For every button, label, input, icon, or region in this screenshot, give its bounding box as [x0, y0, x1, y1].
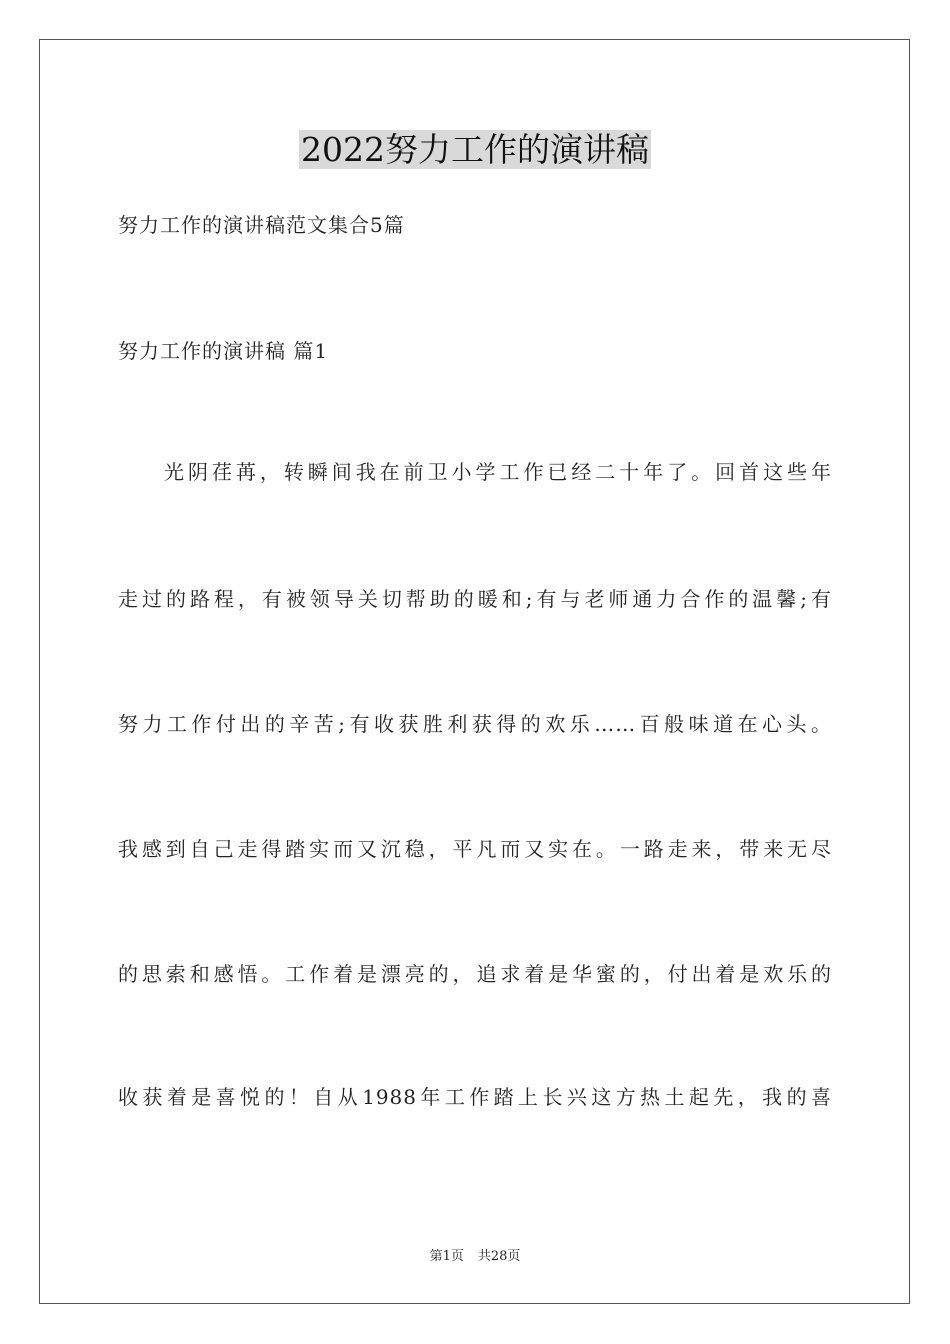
document-subtitle: 努力工作的演讲稿范文集合5篇: [118, 213, 405, 237]
document-title-text: 2022努力工作的演讲稿: [301, 130, 649, 169]
current-page-label: 第1页: [429, 1249, 464, 1264]
paragraph-line-3: 努力工作付出的辛苦;有收获胜利获得的欢乐……百般味道在心头。: [118, 712, 832, 736]
section-heading: 努力工作的演讲稿 篇1: [118, 339, 329, 363]
paragraph-line-6: 收获着是喜悦的！自从1988年工作踏上长兴这方热土起先，我的喜: [118, 1085, 832, 1109]
document-title: [0, 128, 950, 172]
paragraph-line-2: 走过的路程，有被领导关切帮助的暖和;有与老师通力合作的温馨;有: [118, 587, 832, 611]
paragraph-line-5: 的思索和感悟。工作着是漂亮的，追求着是华蜜的，付出着是欢乐的: [118, 962, 832, 986]
paragraph-line-4: 我感到自己走得踏实而又沉稳，平凡而又实在。一路走来，带来无尽: [118, 837, 832, 861]
page-footer: [0, 1248, 950, 1266]
paragraph-line-1: 光阴荏苒，转瞬间我在前卫小学工作已经二十年了。回首这些年: [164, 460, 832, 484]
total-pages-label: 共28页: [477, 1249, 521, 1264]
